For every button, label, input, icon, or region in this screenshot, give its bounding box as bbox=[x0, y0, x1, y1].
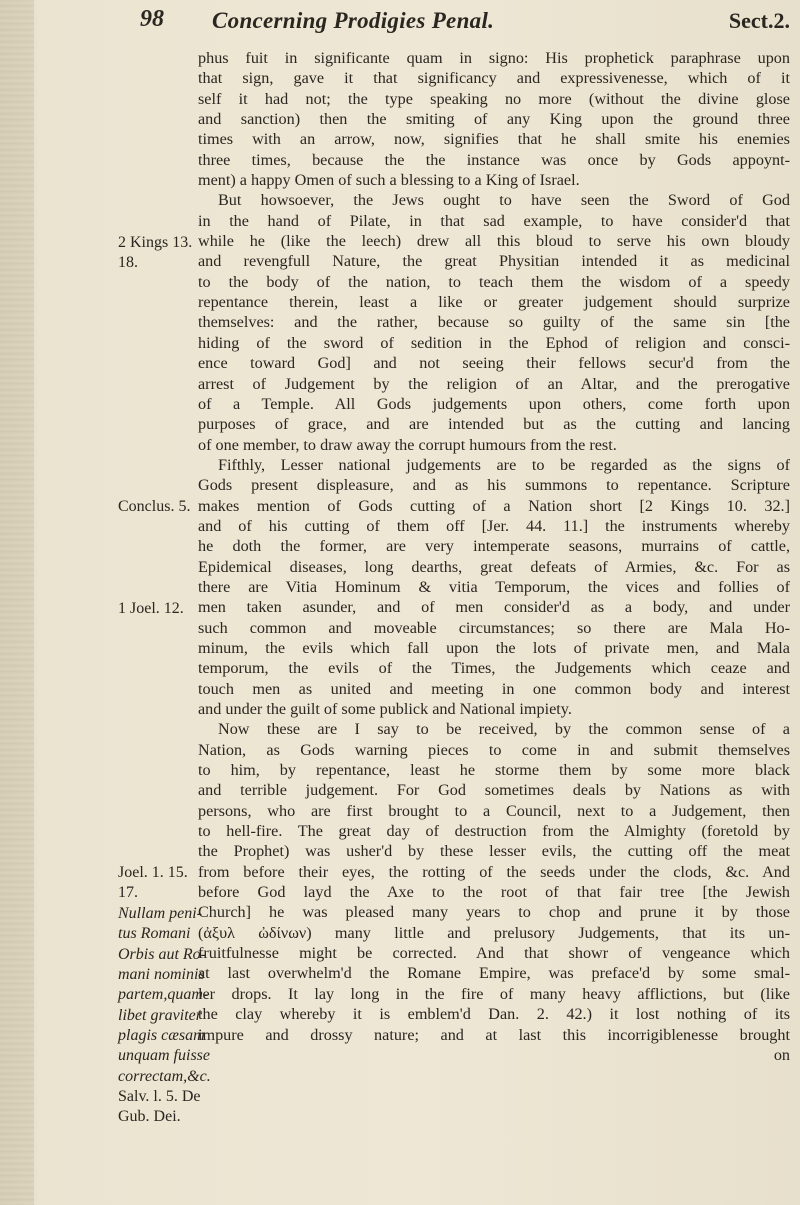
text-line: phus fuit in significante quam in signo: His prophetick paraphrase upon bbox=[198, 49, 790, 67]
margin-line: 2 Kings 13. bbox=[118, 234, 193, 251]
page-number: 98 bbox=[140, 6, 164, 32]
text-line: and under the guilt of some publick and National impiety. bbox=[198, 700, 572, 718]
text-line: such common and moveable circumstances; so there are Mala Ho- bbox=[198, 618, 790, 637]
text-line: ment) a happy Omen of such a blessing to a King of Israel. bbox=[198, 171, 580, 190]
page-gutter bbox=[0, 0, 34, 1205]
text-line: there are Vitia Hominum & vitia Temporum, the vices and follies of bbox=[198, 577, 790, 596]
text-line: purposes of grace, and are intended but as the cutting and lancing bbox=[198, 415, 790, 434]
text-line: arrest of Judgement by the religion of an Altar, and the prerogative bbox=[198, 374, 790, 393]
text-line: and revengfull Nature, the great Physitian intended it as medicinal bbox=[198, 252, 790, 271]
section-label: Sect.2. bbox=[728, 8, 790, 33]
text-line: themselves: and the rather, because so guilty of the same sin [the bbox=[198, 313, 790, 332]
text-line: of one member, to draw away the corrupt humours from the rest. bbox=[198, 435, 617, 454]
margin-line: plagis cæsam bbox=[118, 1027, 205, 1045]
text-line: to the body of the nation, to teach them the wisdom of a speedy bbox=[198, 272, 790, 291]
margin-line: Joel. 1. 15. bbox=[118, 864, 188, 881]
text-line: fruitfulnesse might be corrected. And that showr of vengeance which bbox=[198, 944, 790, 963]
text-line: from before their eyes, the rotting of the seeds under the clods, &c. And bbox=[198, 862, 790, 881]
text-line: Epidemical diseases, long dearths, great defeats of Armies, &c. For as bbox=[198, 557, 790, 576]
text-line: of a Temple. All Gods judgements upon others, come forth upon bbox=[198, 394, 790, 413]
margin-line: unquam fuisse bbox=[118, 1047, 210, 1065]
text-line: the Prophet) was usher'd by these lesser evils, the cutting off the meat bbox=[198, 842, 790, 861]
margin-note-kings bbox=[118, 233, 198, 274]
text-line: makes mention of Gods cutting of a Nation short [2 Kings 10. 32.] bbox=[198, 496, 790, 515]
text-line: But howsoever, the Jews ought to have seen the Sword of God bbox=[218, 191, 790, 210]
text-line: in the hand of Pilate, in that sad example, to have consider'd that bbox=[198, 211, 790, 230]
text-line: before God layd the Axe to the root of that fair tree [the Jewish bbox=[198, 883, 790, 902]
margin-line: correctam,&c. bbox=[118, 1067, 211, 1085]
catchword: on bbox=[773, 1045, 790, 1064]
margin-note-latin bbox=[118, 904, 211, 1128]
margin-line: 18. bbox=[118, 254, 138, 272]
text-line: Fifthly, Lesser national judgements are to be regarded as the signs of bbox=[218, 455, 790, 474]
text-line: that sign, gave it that significancy and expressivenesse, which of it bbox=[198, 69, 790, 88]
text-line: and terrible judgement. For God sometimes deals by Nations as with bbox=[198, 781, 790, 800]
text-line: temporum, the evils of the Times, the Judgements which ceaze and bbox=[198, 659, 790, 678]
body-text bbox=[198, 48, 790, 1065]
text-line: he doth the former, are very intemperate seasons, murrains of cattle, bbox=[198, 537, 790, 556]
margin-note-joel-12 bbox=[118, 599, 198, 619]
text-line: ence toward God] and not seeing their fellows secur'd from the bbox=[198, 354, 790, 373]
text-line: minum, the evils which fall upon the lots of private men, and Mala bbox=[198, 638, 790, 657]
text-line: Church] he was pleased many years to chop and prune it by those bbox=[198, 903, 790, 922]
text-line: (ἀξυλ ὠδίνων) many little and prelusory Judgements, that its un- bbox=[198, 923, 790, 942]
margin-note-joel bbox=[118, 863, 198, 904]
text-line: self it had not; the type speaking no more (without the divine glose bbox=[198, 89, 790, 108]
margin-line: Nullam peni- bbox=[118, 905, 202, 922]
margin-line: partem,quam- bbox=[118, 986, 209, 1004]
text-line: at last overwhelm'd the Romane Empire, was preface'd by some smal- bbox=[198, 964, 790, 983]
margin-line: tus Romani bbox=[118, 925, 191, 943]
margin-note-conclusion bbox=[118, 497, 198, 517]
text-line: repentance therein, least a like or greater judgement should surprize bbox=[198, 293, 790, 312]
text-line: and of his cutting of them off [Jer. 44. 11.] the instruments whereby bbox=[198, 516, 790, 535]
text-line: impure and drossy nature; and at last this incorrigiblenesse brought bbox=[198, 1025, 790, 1044]
text-line: men taken asunder, and of men consider'd as a body, and under bbox=[198, 598, 790, 617]
margin-line: 1 Joel. 12. bbox=[118, 600, 184, 617]
running-title: Concerning Prodigies Penal. bbox=[212, 8, 495, 33]
text-line: while he (like the leech) drew all this bloud to serve his own bloudy bbox=[198, 232, 790, 251]
margin-line: libet graviter bbox=[118, 1006, 202, 1024]
margin-line: mani nominis bbox=[118, 966, 205, 984]
text-line: Now these are I say to be received, by the common sense of a bbox=[218, 720, 790, 739]
margin-line: 17. bbox=[118, 884, 138, 902]
text-line: to him, by repentance, least he storme them by some more black bbox=[198, 761, 790, 780]
text-line: Gods present displeasure, and as his summons to repentance. Scripture bbox=[198, 476, 790, 495]
margin-line: Orbis aut Ro- bbox=[118, 945, 206, 963]
margin-line: Salv. l. 5. De bbox=[118, 1088, 201, 1106]
margin-line: Conclus. 5. bbox=[118, 498, 191, 515]
text-line: Nation, as Gods warning pieces to come in and submit themselves bbox=[198, 740, 790, 759]
text-line: to hell-fire. The great day of destruction from the Almighty (foretold by bbox=[198, 822, 790, 841]
text-line: three times, because the the instance was once by Gods appoynt- bbox=[198, 150, 790, 169]
text-line: hiding of the sword of sedition in the Ephod of religion and consci- bbox=[198, 333, 790, 352]
text-line: and sanction) then the smiting of any King upon the ground three bbox=[198, 110, 790, 129]
text-line: touch men as united and meeting in one common body and interest bbox=[198, 679, 790, 698]
text-line: the clay whereby it is emblem'd Dan. 2. 42.) it lost nothing of its bbox=[198, 1005, 790, 1024]
text-line: ler drops. It lay long in the fire of many heavy afflictions, but (like bbox=[198, 984, 790, 1003]
margin-line: Gub. Dei. bbox=[118, 1108, 181, 1126]
text-line: times with an arrow, now, signifies that he shall smite his enemies bbox=[198, 130, 790, 149]
page-header bbox=[140, 6, 790, 42]
text-line: persons, who are first brought to a Council, next to a Judgement, then bbox=[198, 801, 790, 820]
